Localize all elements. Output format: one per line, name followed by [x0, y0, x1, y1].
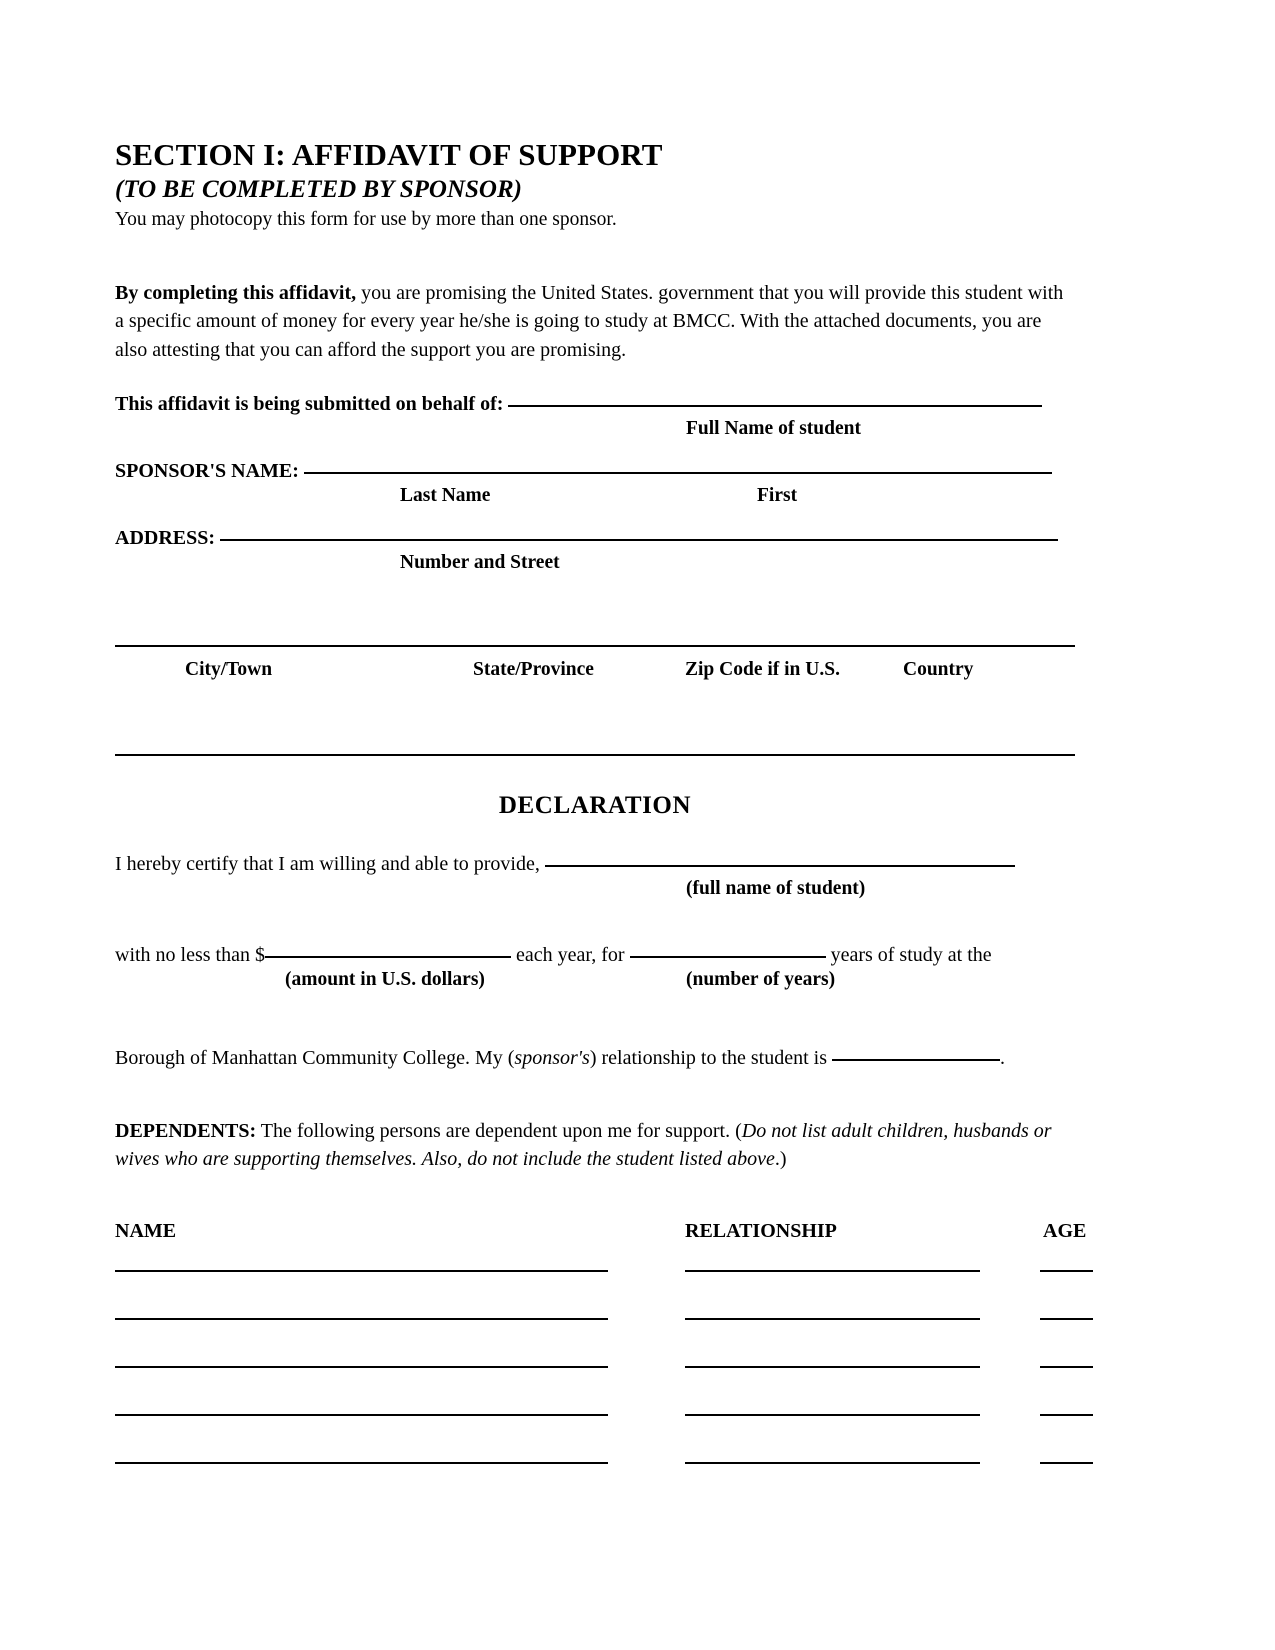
dependent-name-field-1[interactable]	[115, 1270, 608, 1272]
dependent-relationship-field-5[interactable]	[685, 1462, 980, 1464]
dependent-relationship-field-1[interactable]	[685, 1270, 980, 1272]
address-row	[115, 526, 1075, 551]
behalf-row	[115, 392, 1075, 417]
address-street-field[interactable]	[220, 539, 1058, 541]
page-subtitle: (TO BE COMPLETED BY SPONSOR)	[115, 175, 522, 203]
table-row	[115, 1442, 1075, 1490]
dependents-paragraph	[115, 1117, 1075, 1174]
dependent-age-field-5[interactable]	[1040, 1462, 1093, 1464]
document-content	[115, 137, 1087, 1490]
dependent-age-field-1[interactable]	[1040, 1270, 1093, 1272]
certify-row	[115, 852, 1075, 877]
photocopy-note: You may photocopy this form for use by more than one sponsor.	[115, 209, 617, 231]
intro-paragraph	[115, 279, 1075, 364]
address-label: ADDRESS:	[115, 526, 216, 549]
dependent-age-field-3[interactable]	[1040, 1366, 1093, 1368]
relationship-field[interactable]	[832, 1059, 1000, 1061]
sponsors-italic-text: sponsor's	[514, 1046, 590, 1069]
certify-caption-row	[115, 877, 1075, 903]
zip-code-caption: Zip Code if in U.S.	[685, 658, 840, 680]
full-name-of-student-caption-2: (full name of student)	[686, 877, 866, 899]
years-caption: (number of years)	[686, 968, 836, 990]
amount-years-row	[115, 943, 1075, 968]
dependent-relationship-field-4[interactable]	[685, 1414, 980, 1416]
last-name-caption: Last Name	[400, 484, 491, 506]
declaration-heading: DECLARATION	[498, 791, 692, 819]
table-row	[115, 1298, 1075, 1346]
dependent-name-field-5[interactable]	[115, 1462, 608, 1464]
first-name-caption: First	[757, 484, 798, 506]
college-text-a: Borough of Manhattan Community College. My (	[115, 1046, 515, 1069]
column-header-name: NAME	[115, 1219, 177, 1242]
student-name-field[interactable]	[508, 405, 1042, 407]
dependent-relationship-field-3[interactable]	[685, 1366, 980, 1368]
dependents-text-b: .)	[774, 1148, 787, 1171]
declaration-student-name-field[interactable]	[545, 865, 1015, 867]
country-caption: Country	[903, 658, 974, 680]
column-header-age: AGE	[1043, 1219, 1087, 1242]
table-row	[115, 1394, 1075, 1442]
behalf-caption-row	[115, 417, 1075, 443]
behalf-label: This affidavit is being submitted on behalf of:	[115, 392, 504, 415]
address-location-caption-row	[115, 658, 1075, 692]
sponsor-name-label: SPONSOR'S NAME:	[115, 459, 299, 482]
amount-years-caption-row	[115, 968, 1075, 994]
college-text-b: ) relationship to the student is	[589, 1046, 828, 1069]
full-name-of-student-caption: Full Name of student	[686, 417, 861, 439]
sponsor-name-field[interactable]	[304, 472, 1052, 474]
sponsor-name-caption-row	[115, 484, 1075, 510]
amount-field[interactable]	[265, 956, 511, 958]
sponsor-name-row	[115, 459, 1075, 484]
column-header-relationship: RELATIONSHIP	[685, 1219, 837, 1242]
intro-body: you are promising the United States. government that you will provide this student with a specific amount of money for every year he/she is going to study at BMCC. With the attached documents, you are also attesting that you can afford the support you are promising.	[115, 281, 1064, 361]
college-relationship-row	[115, 1046, 1075, 1071]
each-year-text: each year, for	[516, 943, 625, 966]
dependent-age-field-4[interactable]	[1040, 1414, 1093, 1416]
dependents-lead: DEPENDENTS:	[115, 1119, 257, 1142]
college-text-end: .	[1000, 1046, 1006, 1069]
dependents-italic: Do not list adult children, husbands or wives who are supporting themselves. Also, do not include the student listed above	[115, 1119, 1052, 1171]
dependent-relationship-field-2[interactable]	[685, 1318, 980, 1320]
city-town-caption: City/Town	[185, 658, 273, 680]
number-and-street-caption: Number and Street	[400, 551, 560, 573]
certify-text: I hereby certify that I am willing and able to provide,	[115, 852, 540, 875]
dependent-age-field-2[interactable]	[1040, 1318, 1093, 1320]
amount-prefix-text: with no less than $	[115, 943, 265, 966]
address-caption-row	[115, 551, 1075, 577]
years-field[interactable]	[630, 956, 826, 958]
years-suffix-text: years of study at the	[830, 943, 992, 966]
state-province-caption: State/Province	[473, 658, 594, 680]
table-row	[115, 1250, 1075, 1298]
dependent-name-field-3[interactable]	[115, 1366, 608, 1368]
dependents-text-a: The following persons are dependent upon me for support. (	[256, 1119, 742, 1142]
table-row	[115, 1346, 1075, 1394]
dependent-name-field-2[interactable]	[115, 1318, 608, 1320]
dependent-name-field-4[interactable]	[115, 1414, 608, 1416]
city-line-row	[115, 629, 1075, 654]
dependents-table-header	[115, 1219, 1087, 1250]
amount-caption: (amount in U.S. dollars)	[285, 968, 485, 990]
intro-lead: By completing this affidavit,	[115, 281, 357, 304]
page-title: SECTION I: AFFIDAVIT OF SUPPORT	[115, 137, 663, 172]
address-city-field[interactable]	[115, 645, 1075, 647]
